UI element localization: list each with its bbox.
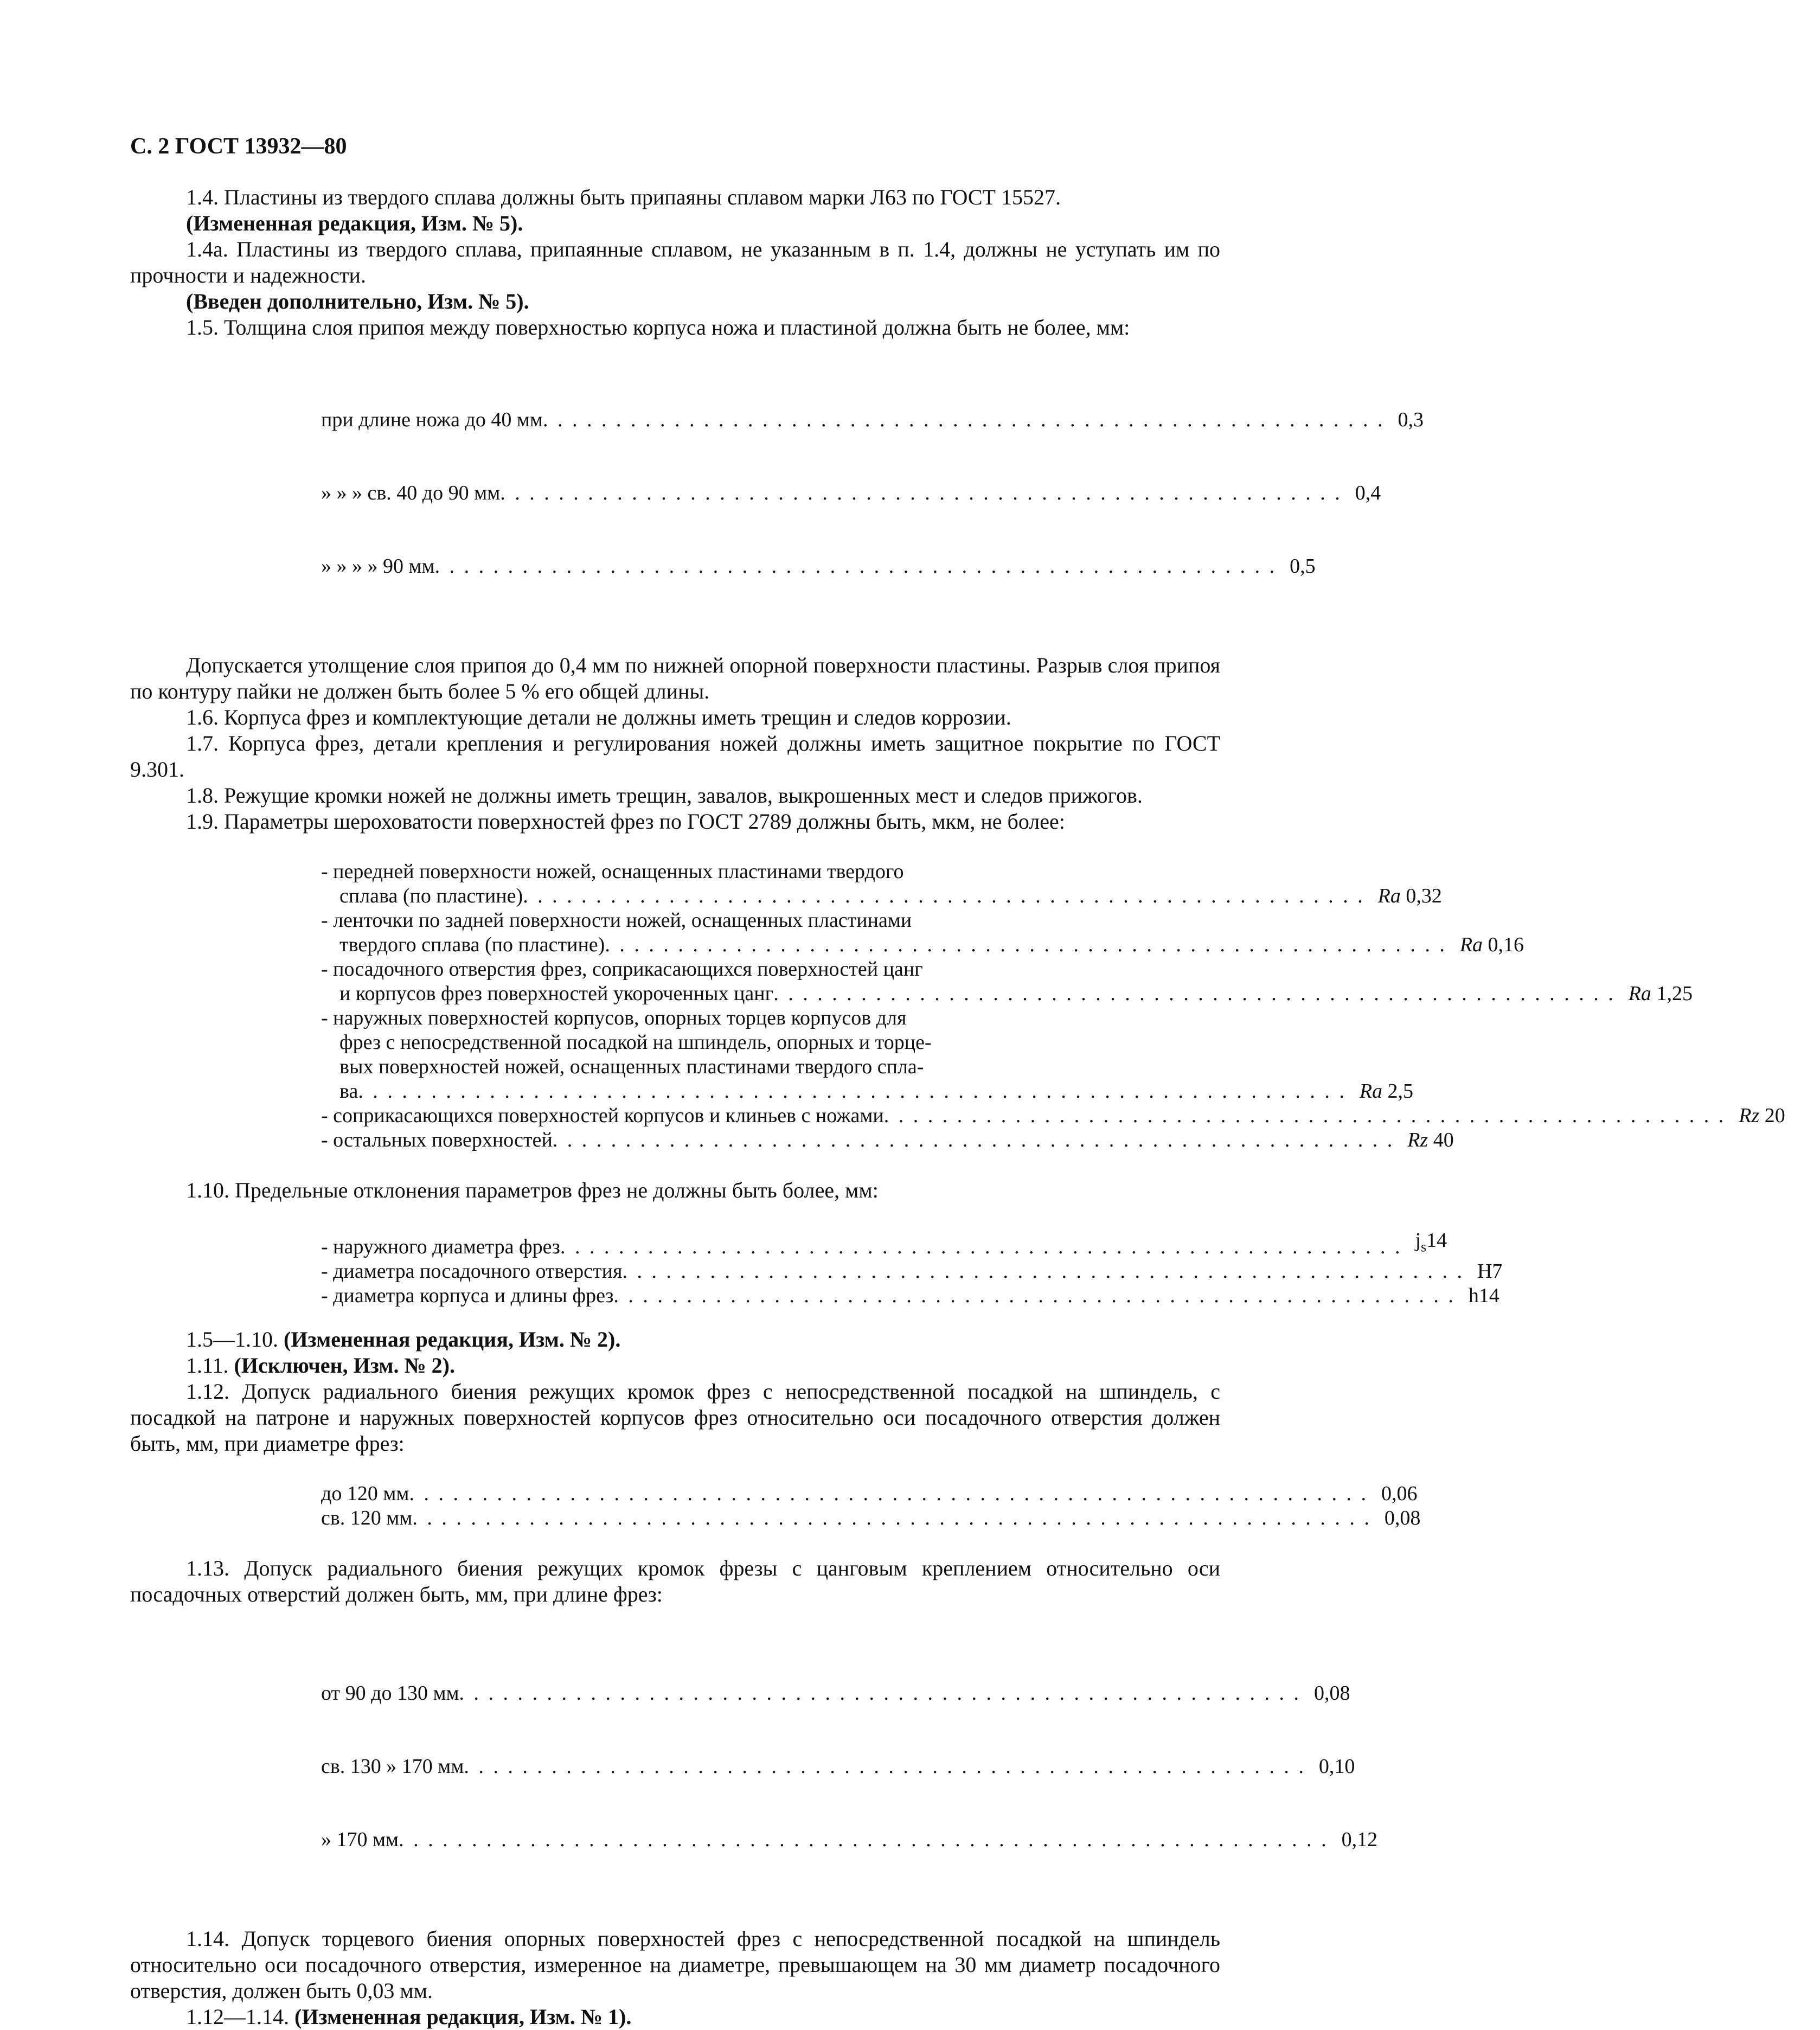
list-item (321, 957, 1238, 982)
list-item-label: - посадочного отверстия фрез, соприкасающихся поверхностей цанг (321, 958, 923, 981)
list-item-value: 1,25 (1656, 982, 1693, 1005)
leader-dots: . . . . . . . . . . . . . . . . . . . . . . . . . . . . . . . . . . . . . . . . . . . . . . . . . . . . . . . . . . (773, 982, 1616, 1005)
clause-1-12: 1.12. Допуск радиального биения режущих кромок фрез с непосредственной посадкой на шпиндель, с посадкой на патроне и наружных поверхностей корпусов фрез относительно оси посадочного отверстия должен быть, мм, при диаметре фрез: (130, 1379, 1220, 1456)
solder-thickness-list (321, 359, 1424, 627)
roughness-symbol: Rz (1407, 1129, 1428, 1151)
list-item (321, 1754, 1355, 1779)
leader-dots: . . . . . . . . . . . . . . . . . . . . . . . . . . . . . . . . . . . . . . . . . . . . . . . . . . . . . . . . . . . . . . . . (399, 1828, 1329, 1851)
leader-dots: . . . . . . . . . . . . . . . . . . . . . . . . . . . . . . . . . . . . . . . . . . . . . . . . . . . . . . . . . . (883, 1104, 1726, 1127)
tolerance-symbol: j (1415, 1229, 1421, 1252)
amendment-note: (Исключен, Изм. № 2). (234, 1353, 455, 1378)
list-item-label: - ленточки по задней поверхности ножей, оснащенных пластинами (321, 909, 912, 932)
list-item (321, 982, 1693, 1006)
leader-dots: . . . . . . . . . . . . . . . . . . . . . . . . . . . . . . . . . . . . . . . . . . . . . . . . . . . . . . . . . . (552, 1129, 1395, 1151)
clause-1-4a: 1.4а. Пластины из твердого сплава, припаянные сплавом, не указанным в п. 1.4, должны не уступать им по прочности и надежности. (130, 237, 1220, 287)
list-item (321, 1006, 1238, 1030)
page-header: С. 2 ГОСТ 13932—80 (130, 134, 347, 159)
leader-dots: . . . . . . . . . . . . . . . . . . . . . . . . . . . . . . . . . . . . . . . . . . . . . . . . . . . . . . . . . . (560, 1235, 1402, 1258)
list-item-value: 0,5 (1290, 555, 1316, 578)
list-item (321, 1128, 1454, 1152)
clause-1-13: 1.13. Допуск радиального биения режущих кромок фрезы с цанговым креплением относительно оси посадочных отверстий должен быть, мм, при длине фрез: (130, 1555, 1220, 1606)
list-item (321, 1030, 1238, 1055)
clause-1-7: 1.7. Корпуса фрез, детали крепления и регулирования ножей должны иметь защитное покрытие по ГОСТ 9.301. (130, 731, 1220, 782)
list-item-label: при длине ножа до 40 мм (321, 408, 543, 431)
clause-number: 1.5—1.10. (186, 1327, 278, 1352)
list-item-value: 0,3 (1398, 408, 1424, 431)
list-item-label: от 90 до 130 мм (321, 1681, 459, 1705)
leader-dots: . . . . . . . . . . . . . . . . . . . . . . . . . . . . . . . . . . . . . . . . . . . . . . . . . . . . . . . . . . (464, 1754, 1306, 1778)
runout-diameter-list (321, 1482, 1421, 1530)
clause-1-10: 1.10. Предельные отклонения параметров фрез не должны быть более, мм: (186, 1178, 879, 1202)
list-item-value: 0,06 (1381, 1482, 1418, 1505)
list-item-value: 0,08 (1384, 1506, 1421, 1529)
leader-dots: . . . . . . . . . . . . . . . . . . . . . . . . . . . . . . . . . . . . . . . . . . . . . . . . . . . . . . . . . . . . . . . . . . . . (358, 1080, 1347, 1103)
clause-1-6: 1.6. Корпуса фрез и комплектующие детали не должны иметь трещин и следов коррозии. (186, 705, 1011, 729)
list-item-label: - диаметра корпуса и длины фрез (321, 1284, 614, 1307)
list-item-label: - передней поверхности ножей, оснащенных пластинами твердого (321, 860, 904, 883)
list-item (321, 933, 1524, 957)
list-item (321, 1055, 1238, 1079)
list-item (321, 481, 1381, 505)
list-item-value: 2,5 (1387, 1080, 1414, 1103)
leader-dots: . . . . . . . . . . . . . . . . . . . . . . . . . . . . . . . . . . . . . . . . . . . . . . . . . . . . . . . . . . (459, 1681, 1302, 1705)
tolerances-list (321, 1228, 1503, 1308)
list-item (321, 1828, 1378, 1852)
list-item-value: 14 (1426, 1229, 1447, 1252)
leader-dots: . . . . . . . . . . . . . . . . . . . . . . . . . . . . . . . . . . . . . . . . . . . . . . . . . . . . . . . . . . (523, 885, 1365, 907)
amendment-note: (Измененная редакция, Изм. № 2). (284, 1327, 621, 1352)
list-item-label: сплава (по пластине) (339, 885, 523, 907)
runout-length-list (321, 1632, 1378, 1901)
document-body (130, 184, 1785, 2030)
leader-dots: . . . . . . . . . . . . . . . . . . . . . . . . . . . . . . . . . . . . . . . . . . . . . . . . . . . . . . . . . . (613, 1284, 1456, 1307)
clause-1-8: 1.8. Режущие кромки ножей не должны иметь трещин, завалов, выкрошенных мест и следов прижогов. (186, 783, 1143, 808)
list-item-value: H7 (1477, 1259, 1503, 1283)
list-item (321, 860, 1238, 884)
list-item (321, 408, 1424, 432)
clause-1-14: 1.14. Допуск торцевого биения опорных поверхностей фрез с непосредственной посадкой на шпиндель относительно оси посадочного отверстия, измеренное на диаметре, превышающем на 30 мм диаметр посадочного отверстия, должен быть 0,03 мм. (130, 1926, 1220, 2003)
roughness-list (321, 860, 1785, 1152)
amendment-note: (Измененная редакция, Изм. № 1). (294, 2004, 632, 2029)
clause-number: 1.11. (186, 1353, 229, 1378)
list-item (321, 884, 1442, 908)
list-item-label: и корпусов фрез поверхностей укороченных цанг (339, 982, 774, 1005)
leader-dots: . . . . . . . . . . . . . . . . . . . . . . . . . . . . . . . . . . . . . . . . . . . . . . . . . . . . . . . . . . (605, 933, 1447, 956)
list-item (321, 1681, 1350, 1706)
list-item (321, 1228, 1447, 1259)
roughness-symbol: Rz (1739, 1104, 1760, 1127)
list-item-value: 0,12 (1341, 1828, 1378, 1851)
list-item-label: ва (339, 1080, 358, 1103)
list-item (321, 1284, 1499, 1308)
leader-dots: . . . . . . . . . . . . . . . . . . . . . . . . . . . . . . . . . . . . . . . . . . . . . . . . . . . . . . . . . . (622, 1259, 1464, 1283)
list-item-label: св. 120 мм (321, 1506, 413, 1529)
list-item (321, 1482, 1418, 1506)
list-item (321, 1506, 1421, 1530)
list-item (321, 1104, 1785, 1128)
list-item-value: 0,16 (1488, 933, 1524, 956)
list-item (321, 554, 1316, 579)
leader-dots: . . . . . . . . . . . . . . . . . . . . . . . . . . . . . . . . . . . . . . . . . . . . . . . . . . . . . . . . . . . . . . . . . . (409, 1482, 1368, 1505)
list-item-label: - наружных поверхностей корпусов, опорных торцев корпусов для (321, 1007, 907, 1029)
tolerance-subscript: s (1421, 1239, 1427, 1255)
list-item-value: 0,10 (1318, 1754, 1355, 1778)
list-item (321, 908, 1238, 933)
list-item-value: h14 (1468, 1284, 1499, 1307)
clause-1-12-1-14-amendment (130, 2004, 1220, 2030)
clause-1-4-amendment: (Измененная редакция, Изм. № 5). (186, 211, 523, 235)
list-item-label: вых поверхностей ножей, оснащенных пластинами твердого спла- (339, 1055, 924, 1078)
clause-1-5: 1.5. Толщина слоя припоя между поверхностью корпуса ножа и пластиной должна быть не более, мм: (186, 315, 1130, 340)
clause-number: 1.12—1.14. (186, 2004, 289, 2029)
roughness-symbol: Ra (1359, 1080, 1383, 1103)
roughness-symbol: Ra (1377, 885, 1401, 907)
list-item-label: твердого сплава (по пластине) (339, 933, 605, 956)
list-item-label: до 120 мм (321, 1482, 409, 1505)
clause-1-4a-amendment: (Введен дополнительно, Изм. № 5). (186, 289, 529, 313)
list-item-value: 0,4 (1355, 482, 1381, 504)
list-item-label: - остальных поверхностей (321, 1129, 553, 1151)
leader-dots: . . . . . . . . . . . . . . . . . . . . . . . . . . . . . . . . . . . . . . . . . . . . . . . . . . . . . . . . . . (542, 408, 1385, 431)
list-item-label: » » » » 90 мм (321, 555, 435, 578)
list-item-label: » 170 мм (321, 1828, 399, 1851)
list-item-label: св. 130 » 170 мм (321, 1754, 464, 1778)
leader-dots: . . . . . . . . . . . . . . . . . . . . . . . . . . . . . . . . . . . . . . . . . . . . . . . . . . . . . . . . . . . . . . . . . . (412, 1506, 1372, 1529)
list-item-label: - соприкасающихся поверхностей корпусов и клиньев с ножами (321, 1104, 884, 1127)
list-item-value: 0,08 (1314, 1681, 1350, 1705)
list-item-value: 40 (1433, 1129, 1454, 1151)
clause-1-5-1-10-amendment (130, 1327, 1220, 1353)
list-item-label: - диаметра посадочного отверстия (321, 1259, 623, 1283)
roughness-symbol: Ra (1459, 933, 1483, 956)
clause-1-11 (130, 1353, 1220, 1379)
clause-1-4: 1.4. Пластины из твердого сплава должны быть припаяны сплавом марки Л63 по ГОСТ 15527. (186, 185, 1061, 209)
list-item-value: 0,32 (1406, 885, 1442, 907)
leader-dots: . . . . . . . . . . . . . . . . . . . . . . . . . . . . . . . . . . . . . . . . . . . . . . . . . . . . . . . . . . (500, 482, 1342, 504)
list-item-value: 20 (1764, 1104, 1785, 1127)
roughness-symbol: Ra (1628, 982, 1651, 1005)
list-item-label: фрез с непосредственной посадкой на шпиндель, опорных и торце- (339, 1031, 932, 1054)
clause-1-9: 1.9. Параметры шероховатости поверхностей фрез по ГОСТ 2789 должны быть, мкм, не более: (186, 809, 1065, 834)
list-item (321, 1259, 1503, 1284)
list-item-label: - наружного диаметра фрез (321, 1235, 560, 1258)
list-item-label: » » » св. 40 до 90 мм (321, 482, 501, 504)
list-item (321, 1079, 1414, 1104)
clause-1-5-note: Допускается утолщение слоя припоя до 0,4 мм по нижней опорной поверхности пластины. Разрыв слоя припоя по контуру пайки не должен быть более 5 % его общей длины. (130, 653, 1220, 703)
leader-dots: . . . . . . . . . . . . . . . . . . . . . . . . . . . . . . . . . . . . . . . . . . . . . . . . . . . . . . . . . . (434, 555, 1277, 578)
